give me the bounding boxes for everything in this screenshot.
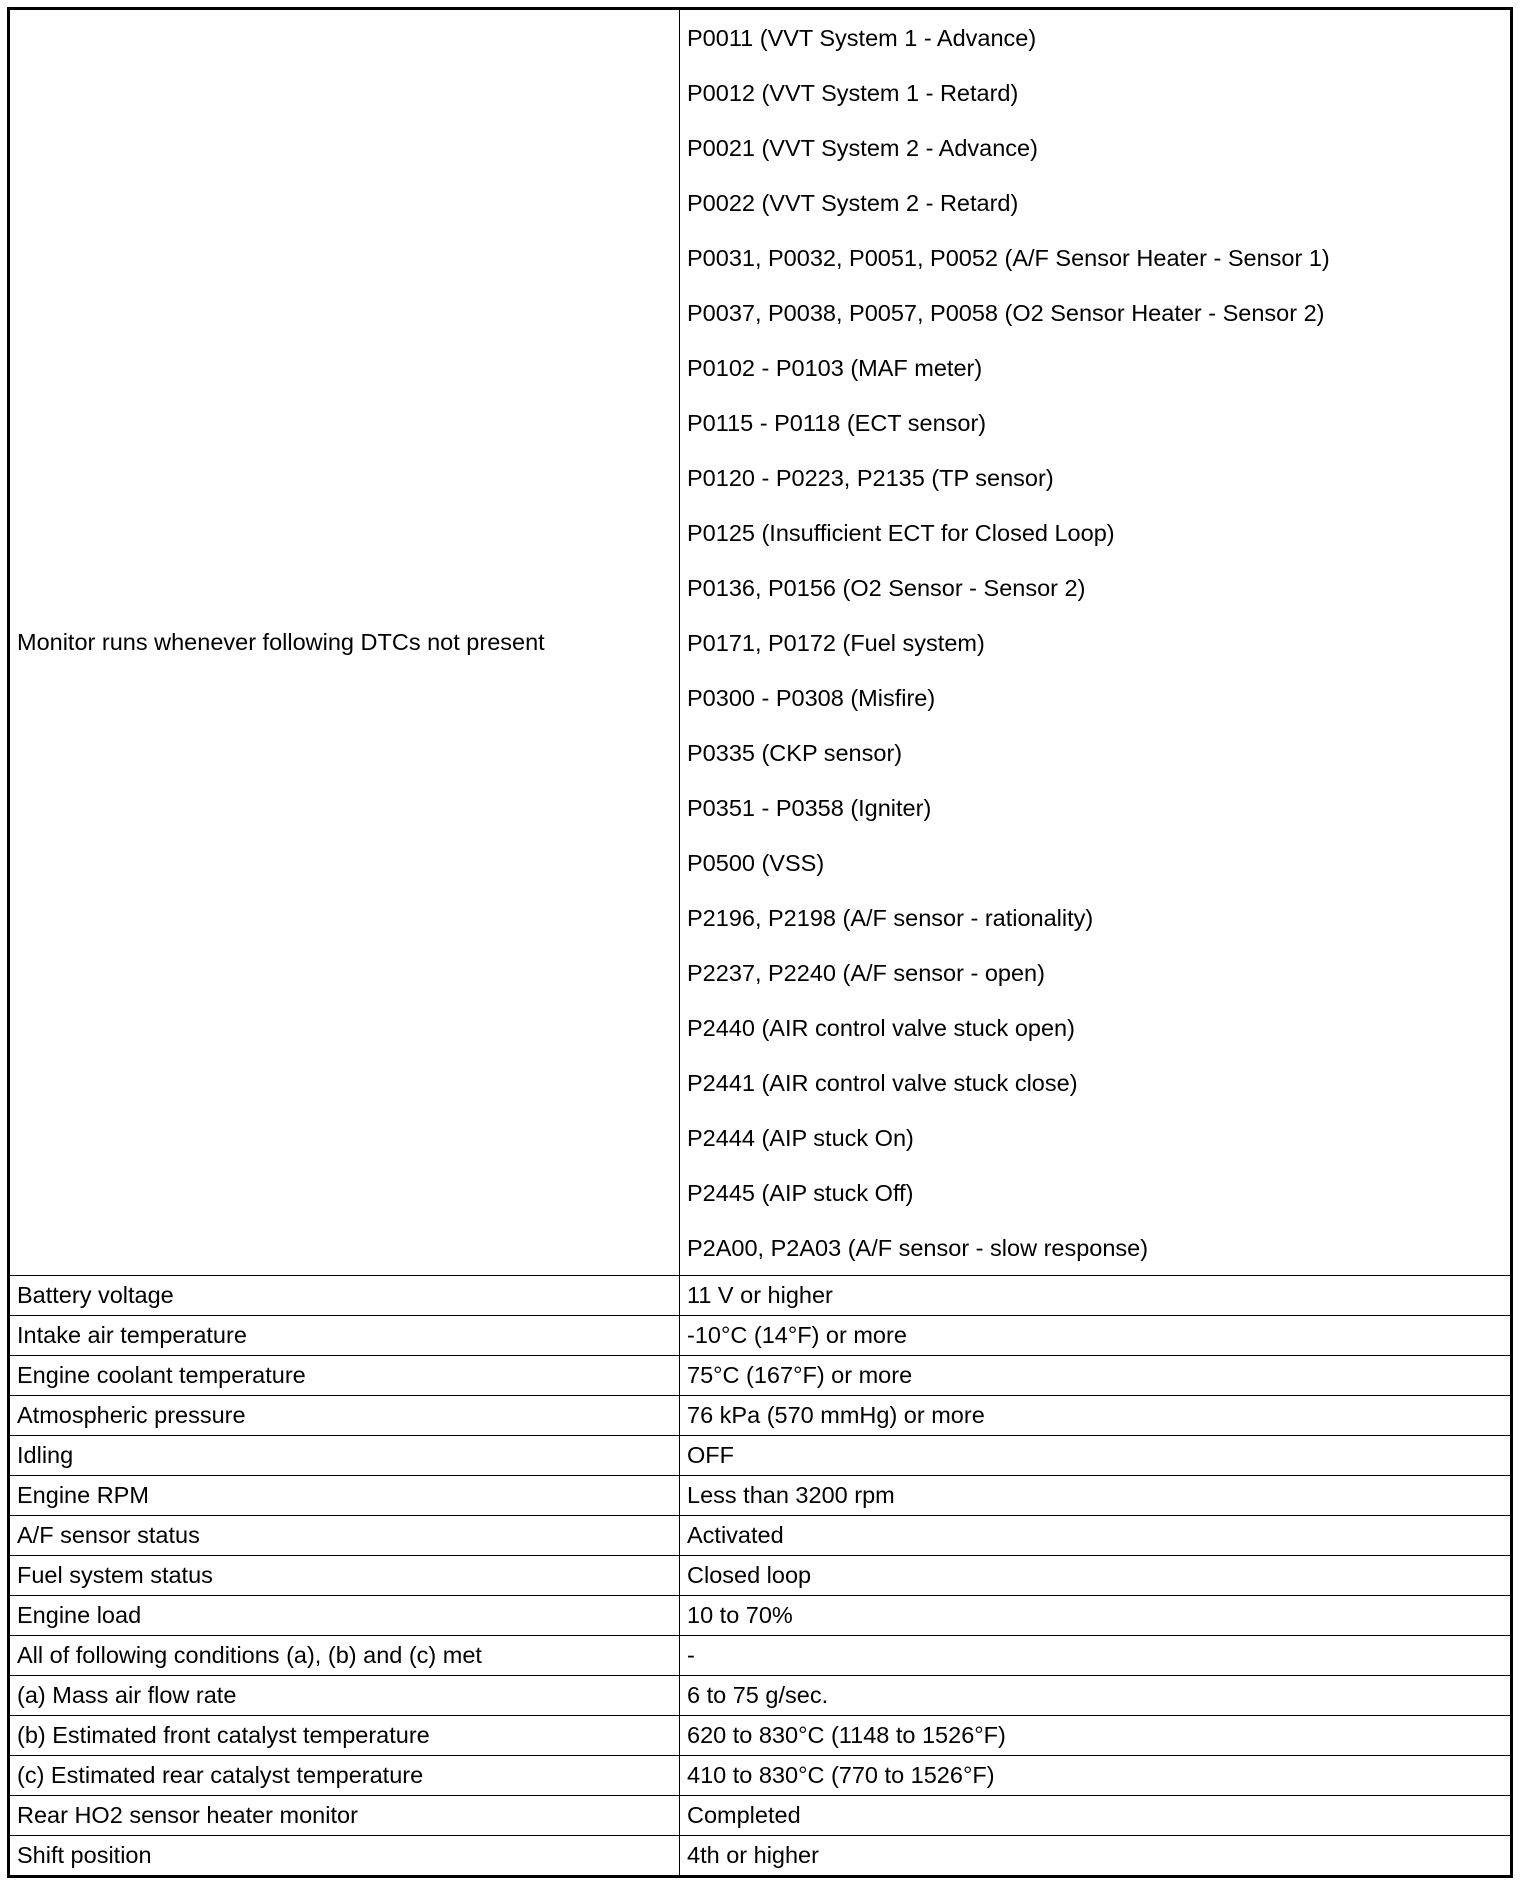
table-row: [9, 1356, 1512, 1396]
table-row: [9, 1636, 1512, 1676]
condition-label: Intake air temperature: [9, 1316, 680, 1356]
dtc-item: P0171, P0172 (Fuel system): [687, 630, 985, 656]
condition-label: Idling: [9, 1436, 680, 1476]
dtc-list: [680, 10, 1510, 1275]
dtc-item: P2440 (AIR control valve stuck open): [687, 1015, 1075, 1041]
dtc-item: P2A00, P2A03 (A/F sensor - slow response): [687, 1235, 1149, 1261]
condition-value: 6 to 75 g/sec.: [680, 1676, 1512, 1716]
condition-value: 11 V or higher: [680, 1276, 1512, 1316]
dtc-item: P0102 - P0103 (MAF meter): [687, 355, 983, 381]
dtc-item: P0300 - P0308 (Misfire): [687, 685, 936, 711]
dtc-item: P0335 (CKP sensor): [687, 740, 903, 766]
condition-value: 410 to 830°C (770 to 1526°F): [680, 1756, 1512, 1796]
dtc-item: P0037, P0038, P0057, P0058 (O2 Sensor Heater - Sensor 2): [687, 300, 1325, 326]
condition-label: A/F sensor status: [9, 1516, 680, 1556]
table-row: [9, 1836, 1512, 1877]
condition-label: Rear HO2 sensor heater monitor: [9, 1796, 680, 1836]
condition-value: Completed: [680, 1796, 1512, 1836]
table-row: [9, 1396, 1512, 1436]
dtc-item: P0120 - P0223, P2135 (TP sensor): [687, 465, 1054, 491]
dtc-row: [9, 9, 1512, 1276]
table-row: [9, 1676, 1512, 1716]
dtc-item: P0021 (VVT System 2 - Advance): [687, 135, 1038, 161]
condition-label: Battery voltage: [9, 1276, 680, 1316]
condition-value: -10°C (14°F) or more: [680, 1316, 1512, 1356]
table-row: [9, 1476, 1512, 1516]
dtc-item: P2445 (AIP stuck Off): [687, 1180, 914, 1206]
table-row: [9, 1796, 1512, 1836]
condition-value: -: [680, 1636, 1512, 1676]
condition-value: 10 to 70%: [680, 1596, 1512, 1636]
table-row: [9, 1516, 1512, 1556]
table-row: [9, 1276, 1512, 1316]
dtc-item: P0031, P0032, P0051, P0052 (A/F Sensor Heater - Sensor 1): [687, 245, 1330, 271]
condition-value: Closed loop: [680, 1556, 1512, 1596]
dtc-item: P0125 (Insufficient ECT for Closed Loop): [687, 520, 1115, 546]
condition-value: Activated: [680, 1516, 1512, 1556]
dtc-condition-label: Monitor runs whenever following DTCs not present: [9, 9, 680, 1276]
condition-value: OFF: [680, 1436, 1512, 1476]
condition-label: All of following conditions (a), (b) and (c) met: [9, 1636, 680, 1676]
dtc-item: P2441 (AIR control valve stuck close): [687, 1070, 1078, 1096]
condition-label: (b) Estimated front catalyst temperature: [9, 1716, 680, 1756]
table-row: [9, 1756, 1512, 1796]
dtc-item: P0351 - P0358 (Igniter): [687, 795, 932, 821]
dtc-list-cell: [680, 9, 1512, 1276]
dtc-item: P0500 (VSS): [687, 850, 825, 876]
condition-label: Engine RPM: [9, 1476, 680, 1516]
dtc-item: P0115 - P0118 (ECT sensor): [687, 410, 987, 436]
condition-label: Engine coolant temperature: [9, 1356, 680, 1396]
condition-value: 76 kPa (570 mmHg) or more: [680, 1396, 1512, 1436]
condition-label: Engine load: [9, 1596, 680, 1636]
condition-label: (a) Mass air flow rate: [9, 1676, 680, 1716]
condition-label: Atmospheric pressure: [9, 1396, 680, 1436]
table-row: [9, 1556, 1512, 1596]
dtc-item: P0011 (VVT System 1 - Advance): [687, 25, 1037, 51]
conditions-table: [7, 7, 1513, 1878]
condition-value: Less than 3200 rpm: [680, 1476, 1512, 1516]
condition-label: Fuel system status: [9, 1556, 680, 1596]
dtc-item: P0012 (VVT System 1 - Retard): [687, 80, 1019, 106]
condition-label: Shift position: [9, 1836, 680, 1877]
table-row: [9, 1316, 1512, 1356]
condition-value: 4th or higher: [680, 1836, 1512, 1877]
dtc-item: P0136, P0156 (O2 Sensor - Sensor 2): [687, 575, 1086, 601]
dtc-item: P0022 (VVT System 2 - Retard): [687, 190, 1019, 216]
dtc-item: P2196, P2198 (A/F sensor - rationality): [687, 905, 1094, 931]
dtc-item: P2237, P2240 (A/F sensor - open): [687, 960, 1045, 986]
conditions-table-body: [9, 9, 1512, 1877]
condition-value: 75°C (167°F) or more: [680, 1356, 1512, 1396]
dtc-item: P2444 (AIP stuck On): [687, 1125, 914, 1151]
table-row: [9, 1596, 1512, 1636]
condition-value: 620 to 830°C (1148 to 1526°F): [680, 1716, 1512, 1756]
condition-label: (c) Estimated rear catalyst temperature: [9, 1756, 680, 1796]
table-row: [9, 1716, 1512, 1756]
table-row: [9, 1436, 1512, 1476]
